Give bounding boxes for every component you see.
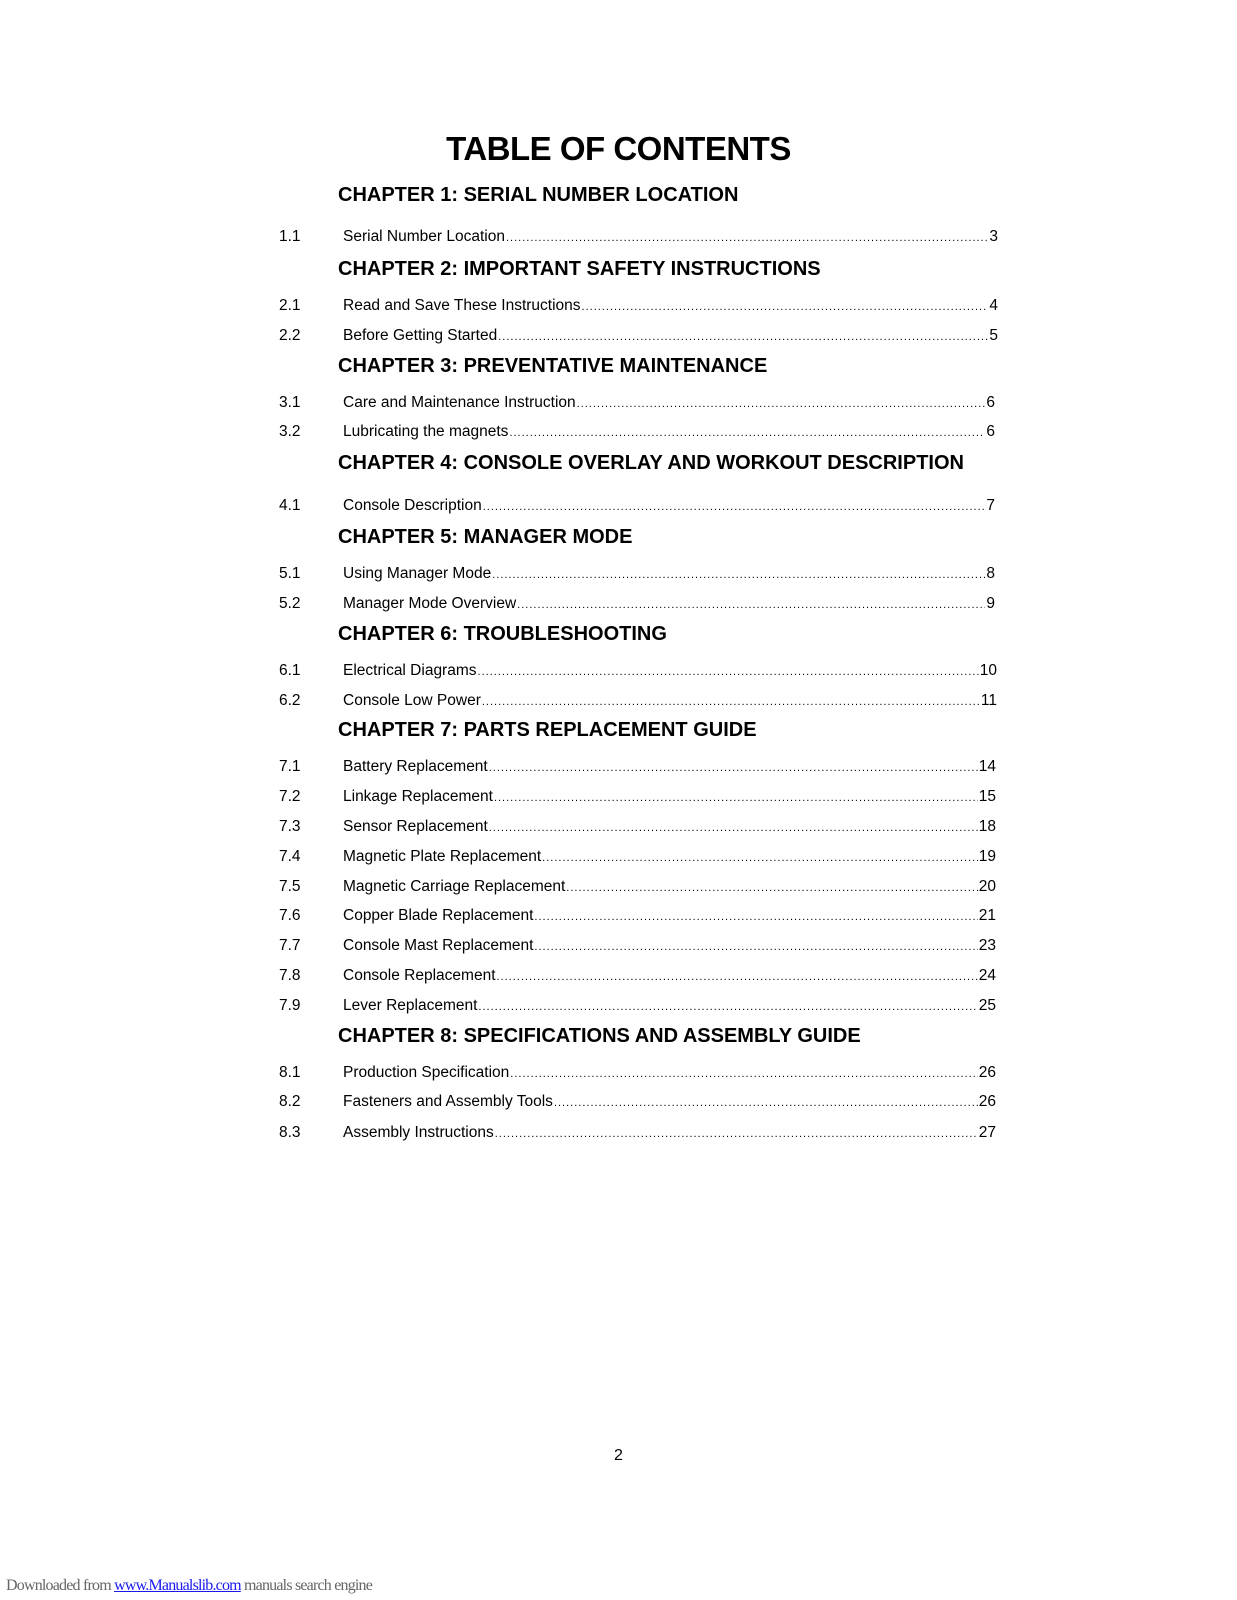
section-title: Care and Maintenance Instruction <box>343 394 576 411</box>
page-ref: 8 <box>986 565 995 582</box>
page-ref: 7 <box>986 497 995 514</box>
toc-entry[interactable] <box>279 565 995 585</box>
page-ref: 4 <box>989 297 998 314</box>
page-ref: 26 <box>978 1093 996 1110</box>
section-number: 2.1 <box>279 297 301 314</box>
section-title: Electrical Diagrams <box>343 662 477 679</box>
footer-suffix: manuals search engine <box>240 1577 373 1594</box>
page-ref: 11 <box>980 692 997 709</box>
toc-entry[interactable] <box>279 967 996 987</box>
toc-entry[interactable] <box>279 788 996 808</box>
section-number: 8.1 <box>279 1064 301 1081</box>
dot-leader <box>517 599 985 611</box>
page-number: 2 <box>614 1447 623 1464</box>
page-ref: 6 <box>986 423 995 440</box>
section-number: 7.2 <box>279 788 301 805</box>
page-ref: 20 <box>978 878 996 895</box>
toc-entry[interactable] <box>279 662 997 682</box>
page-ref: 5 <box>989 327 998 344</box>
dot-leader <box>566 882 977 894</box>
toc-entry[interactable] <box>279 497 995 517</box>
page-ref: 9 <box>986 595 995 612</box>
section-number: 7.5 <box>279 878 301 895</box>
section-title: Manager Mode Overview <box>343 595 517 612</box>
toc-entry[interactable] <box>279 997 996 1017</box>
footer-prefix: Downloaded from <box>6 1577 115 1594</box>
dot-leader <box>534 911 977 923</box>
section-title: Console Replacement <box>343 967 496 984</box>
toc-entry[interactable] <box>279 595 995 615</box>
section-number: 8.2 <box>279 1093 301 1110</box>
toc-entry[interactable] <box>279 394 995 414</box>
page-ref: 3 <box>989 228 998 245</box>
section-title: Sensor Replacement <box>343 818 488 835</box>
section-number: 1.1 <box>279 228 301 245</box>
page-ref: 25 <box>978 997 996 1014</box>
chapter-heading: CHAPTER 2: IMPORTANT SAFETY INSTRUCTIONS <box>338 258 821 280</box>
toc-entry[interactable] <box>279 818 996 838</box>
section-number: 7.1 <box>279 758 301 775</box>
page-ref: 10 <box>979 662 997 679</box>
dot-leader <box>492 569 985 581</box>
section-title: Lubricating the magnets <box>343 423 509 440</box>
toc-entry[interactable] <box>279 423 995 443</box>
chapter-heading: CHAPTER 1: SERIAL NUMBER LOCATION <box>338 184 739 206</box>
toc-entry[interactable] <box>279 758 996 778</box>
toc-entry[interactable] <box>279 848 996 868</box>
dot-leader <box>478 666 979 678</box>
section-title: Before Getting Started <box>343 327 498 344</box>
chapter-heading: CHAPTER 6: TROUBLESHOOTING <box>338 623 667 645</box>
section-title: Assembly Instructions <box>343 1124 494 1141</box>
dot-leader <box>582 301 989 313</box>
toc-entry[interactable] <box>279 878 996 898</box>
dot-leader <box>542 852 978 864</box>
page-ref: 18 <box>978 818 996 835</box>
dot-leader <box>483 501 986 513</box>
section-number: 6.2 <box>279 692 301 709</box>
toc-entry[interactable] <box>279 937 996 957</box>
section-number: 6.1 <box>279 662 301 679</box>
dot-leader <box>478 1001 977 1013</box>
section-number: 7.7 <box>279 937 301 954</box>
toc-entry[interactable] <box>279 1064 996 1084</box>
section-title: Console Low Power <box>343 692 481 709</box>
page-ref: 21 <box>978 907 996 924</box>
section-number: 7.9 <box>279 997 301 1014</box>
dot-leader <box>489 822 978 834</box>
section-title: Battery Replacement <box>343 758 488 775</box>
section-title: Magnetic Carriage Replacement <box>343 878 566 895</box>
chapter-heading: CHAPTER 3: PREVENTATIVE MAINTENANCE <box>338 355 768 377</box>
section-number: 4.1 <box>279 497 301 514</box>
dot-leader <box>554 1097 978 1109</box>
download-footer <box>6 1577 372 1595</box>
section-number: 5.1 <box>279 565 301 582</box>
toc-entry[interactable] <box>279 907 996 927</box>
page-ref: 6 <box>986 394 995 411</box>
section-number: 3.2 <box>279 423 301 440</box>
toc-entry[interactable] <box>279 297 998 317</box>
dot-leader <box>489 762 978 774</box>
page-ref: 14 <box>978 758 996 775</box>
section-number: 2.2 <box>279 327 301 344</box>
section-title: Magnetic Plate Replacement <box>343 848 542 865</box>
toc-entry[interactable] <box>279 692 997 712</box>
page-ref: 26 <box>978 1064 996 1081</box>
section-number: 7.4 <box>279 848 301 865</box>
chapter-heading: CHAPTER 4: CONSOLE OVERLAY AND WORKOUT DESCRIPTION <box>338 452 964 474</box>
toc-entry[interactable] <box>279 1093 996 1113</box>
page-ref: 15 <box>978 788 996 805</box>
section-title: Lever Replacement <box>343 997 478 1014</box>
section-number: 7.8 <box>279 967 301 984</box>
section-number: 8.3 <box>279 1124 301 1141</box>
dot-leader <box>495 1128 978 1140</box>
dot-leader <box>509 427 985 439</box>
dot-leader <box>577 398 986 410</box>
dot-leader <box>497 971 978 983</box>
section-number: 7.6 <box>279 907 301 924</box>
section-title: Linkage Replacement <box>343 788 493 805</box>
dot-leader <box>506 232 988 244</box>
section-title: Using Manager Mode <box>343 565 492 582</box>
section-number: 7.3 <box>279 818 301 835</box>
section-title: Fasteners and Assembly Tools <box>343 1093 553 1110</box>
toc-entry[interactable] <box>279 1124 996 1144</box>
toc-entry[interactable] <box>279 228 998 248</box>
dot-leader <box>482 696 980 708</box>
section-title: Read and Save These Instructions <box>343 297 581 314</box>
page-title: TABLE OF CONTENTS <box>446 130 791 167</box>
chapter-heading: CHAPTER 7: PARTS REPLACEMENT GUIDE <box>338 719 757 741</box>
page-ref: 23 <box>978 937 996 954</box>
dot-leader <box>498 331 988 343</box>
section-title: Serial Number Location <box>343 228 505 245</box>
page-ref: 27 <box>978 1124 996 1141</box>
toc-entry[interactable] <box>279 327 998 347</box>
chapter-heading: CHAPTER 5: MANAGER MODE <box>338 526 633 548</box>
page-ref: 19 <box>978 848 996 865</box>
chapter-heading: CHAPTER 8: SPECIFICATIONS AND ASSEMBLY GUIDE <box>338 1025 861 1047</box>
section-title: Copper Blade Replacement <box>343 907 534 924</box>
section-number: 3.1 <box>279 394 301 411</box>
dot-leader <box>494 792 978 804</box>
dot-leader <box>534 941 977 953</box>
dot-leader <box>510 1068 977 1080</box>
section-number: 5.2 <box>279 595 301 612</box>
section-title: Production Specification <box>343 1064 510 1081</box>
manualslib-link[interactable]: www.Manualslib.com <box>114 1577 241 1594</box>
section-title: Console Description <box>343 497 482 514</box>
section-title: Console Mast Replacement <box>343 937 534 954</box>
page-ref: 24 <box>978 967 996 984</box>
